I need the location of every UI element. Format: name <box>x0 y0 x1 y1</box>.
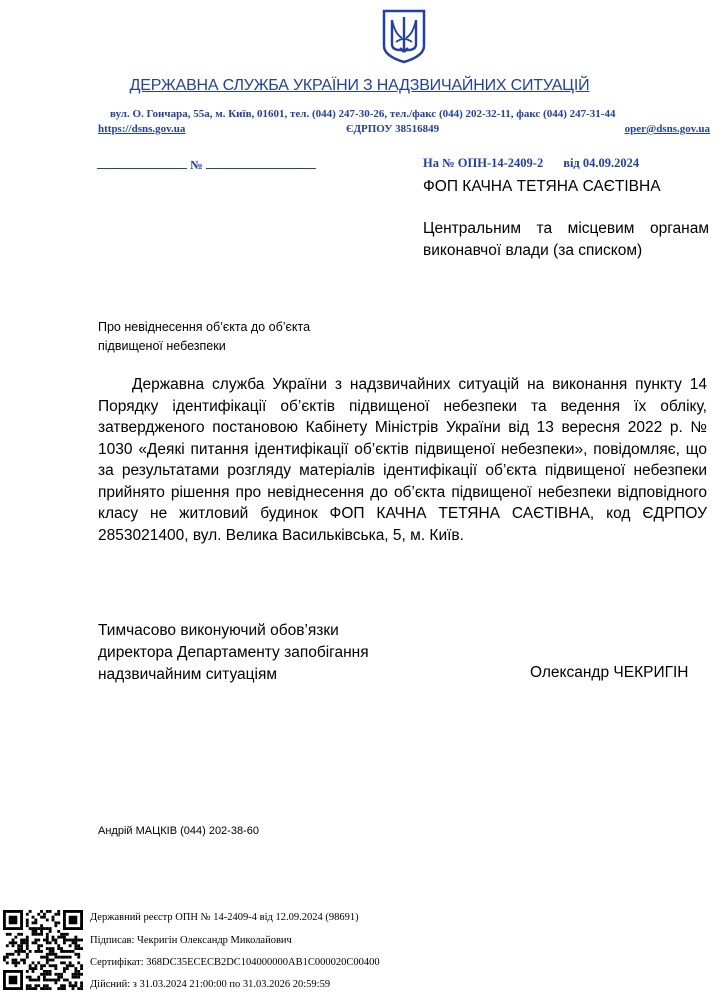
incoming-ref-number: На № ОПН-14-2409-2 <box>423 156 544 170</box>
letter-body: Державна служба України з надзвичайних ситуацій на виконання пункту 14 Порядку ідентифікації об’єктів підвищеної небезпеки та ведення їх обліку, затвердженого постановою Кабінету Міністрів України від 13 вересня 2022 р. № 1030 «Деякі питання ідентифікації об’єктів підвищеної небезпеки», повідомляє, що за результатами розгляду матеріалів ідентифікації об’єкта підвищеної небезпеки прийнято рішення про невіднесення до об’єкта підвищеної небезпеки відповідного класу не житловий будинок ФОП КАЧНА ТЕТЯНА САЄТІВНА, код ЄДРПОУ 2853021400, вул. Велика Васильківська, 5, м. Київ. <box>98 376 707 544</box>
trident-emblem-icon <box>381 8 427 64</box>
qr-code-icon <box>3 910 83 994</box>
registry-entry: Державний реєстр ОПН № 14-2409-4 від 12.09.2024 (98691) <box>90 912 359 923</box>
letter-subject: Про невіднесення об’єкта до об’єкта підвищеної небезпеки <box>98 320 311 353</box>
outgoing-date-blank <box>97 156 187 169</box>
incoming-ref-date: від 04.09.2024 <box>563 156 640 170</box>
outgoing-number-sign: № <box>190 158 203 172</box>
website-link[interactable]: https://dsns.gov.ua <box>98 123 186 135</box>
outgoing-number-line <box>97 156 316 173</box>
certificate-info: Сертифікат: 368DC35ECECB2DC104000000AB1C000020C00400 <box>90 957 380 968</box>
recipient-primary: ФОП КАЧНА ТЕТЯНА САЄТІВНА <box>423 178 661 195</box>
signer-info: Підписав: Чекригін Олександр Миколайович <box>90 935 292 946</box>
executor-contact: Андрій МАЦКІВ (044) 202-38-60 <box>98 825 259 837</box>
validity-info: Дійсний: з 31.03.2024 21:00:00 по 31.03.2026 20:59:59 <box>90 979 331 990</box>
signatory-name: Олександр ЧЕКРИГІН <box>530 664 689 681</box>
signatory-position <box>98 620 398 686</box>
outgoing-number-blank <box>206 156 316 169</box>
agency-name: ДЕРЖАВНА СЛУЖБА УКРАЇНИ З НАДЗВИЧАЙНИХ СИТУАЦІЙ <box>129 77 590 94</box>
recipient-secondary: Центральним та місцевим органам виконавчої влади (за списком) <box>423 220 709 259</box>
email-link[interactable]: oper@dsns.gov.ua <box>624 123 710 135</box>
incoming-reference <box>423 156 639 171</box>
agency-edrpou: ЄДРПОУ 38516849 <box>346 123 440 135</box>
signatory-position-line: надзвичайним ситуаціям <box>98 666 278 683</box>
signatory-position-line: директора Департаменту запобігання <box>98 644 369 661</box>
signatory-position-line: Тимчасово виконуючий обов’язки <box>98 622 339 639</box>
agency-address: вул. О. Гончара, 55а, м. Київ, 01601, тел. (044) 247-30-26, тел./факс (044) 202-32-11, факс (044) 247-31-44 <box>110 108 616 120</box>
